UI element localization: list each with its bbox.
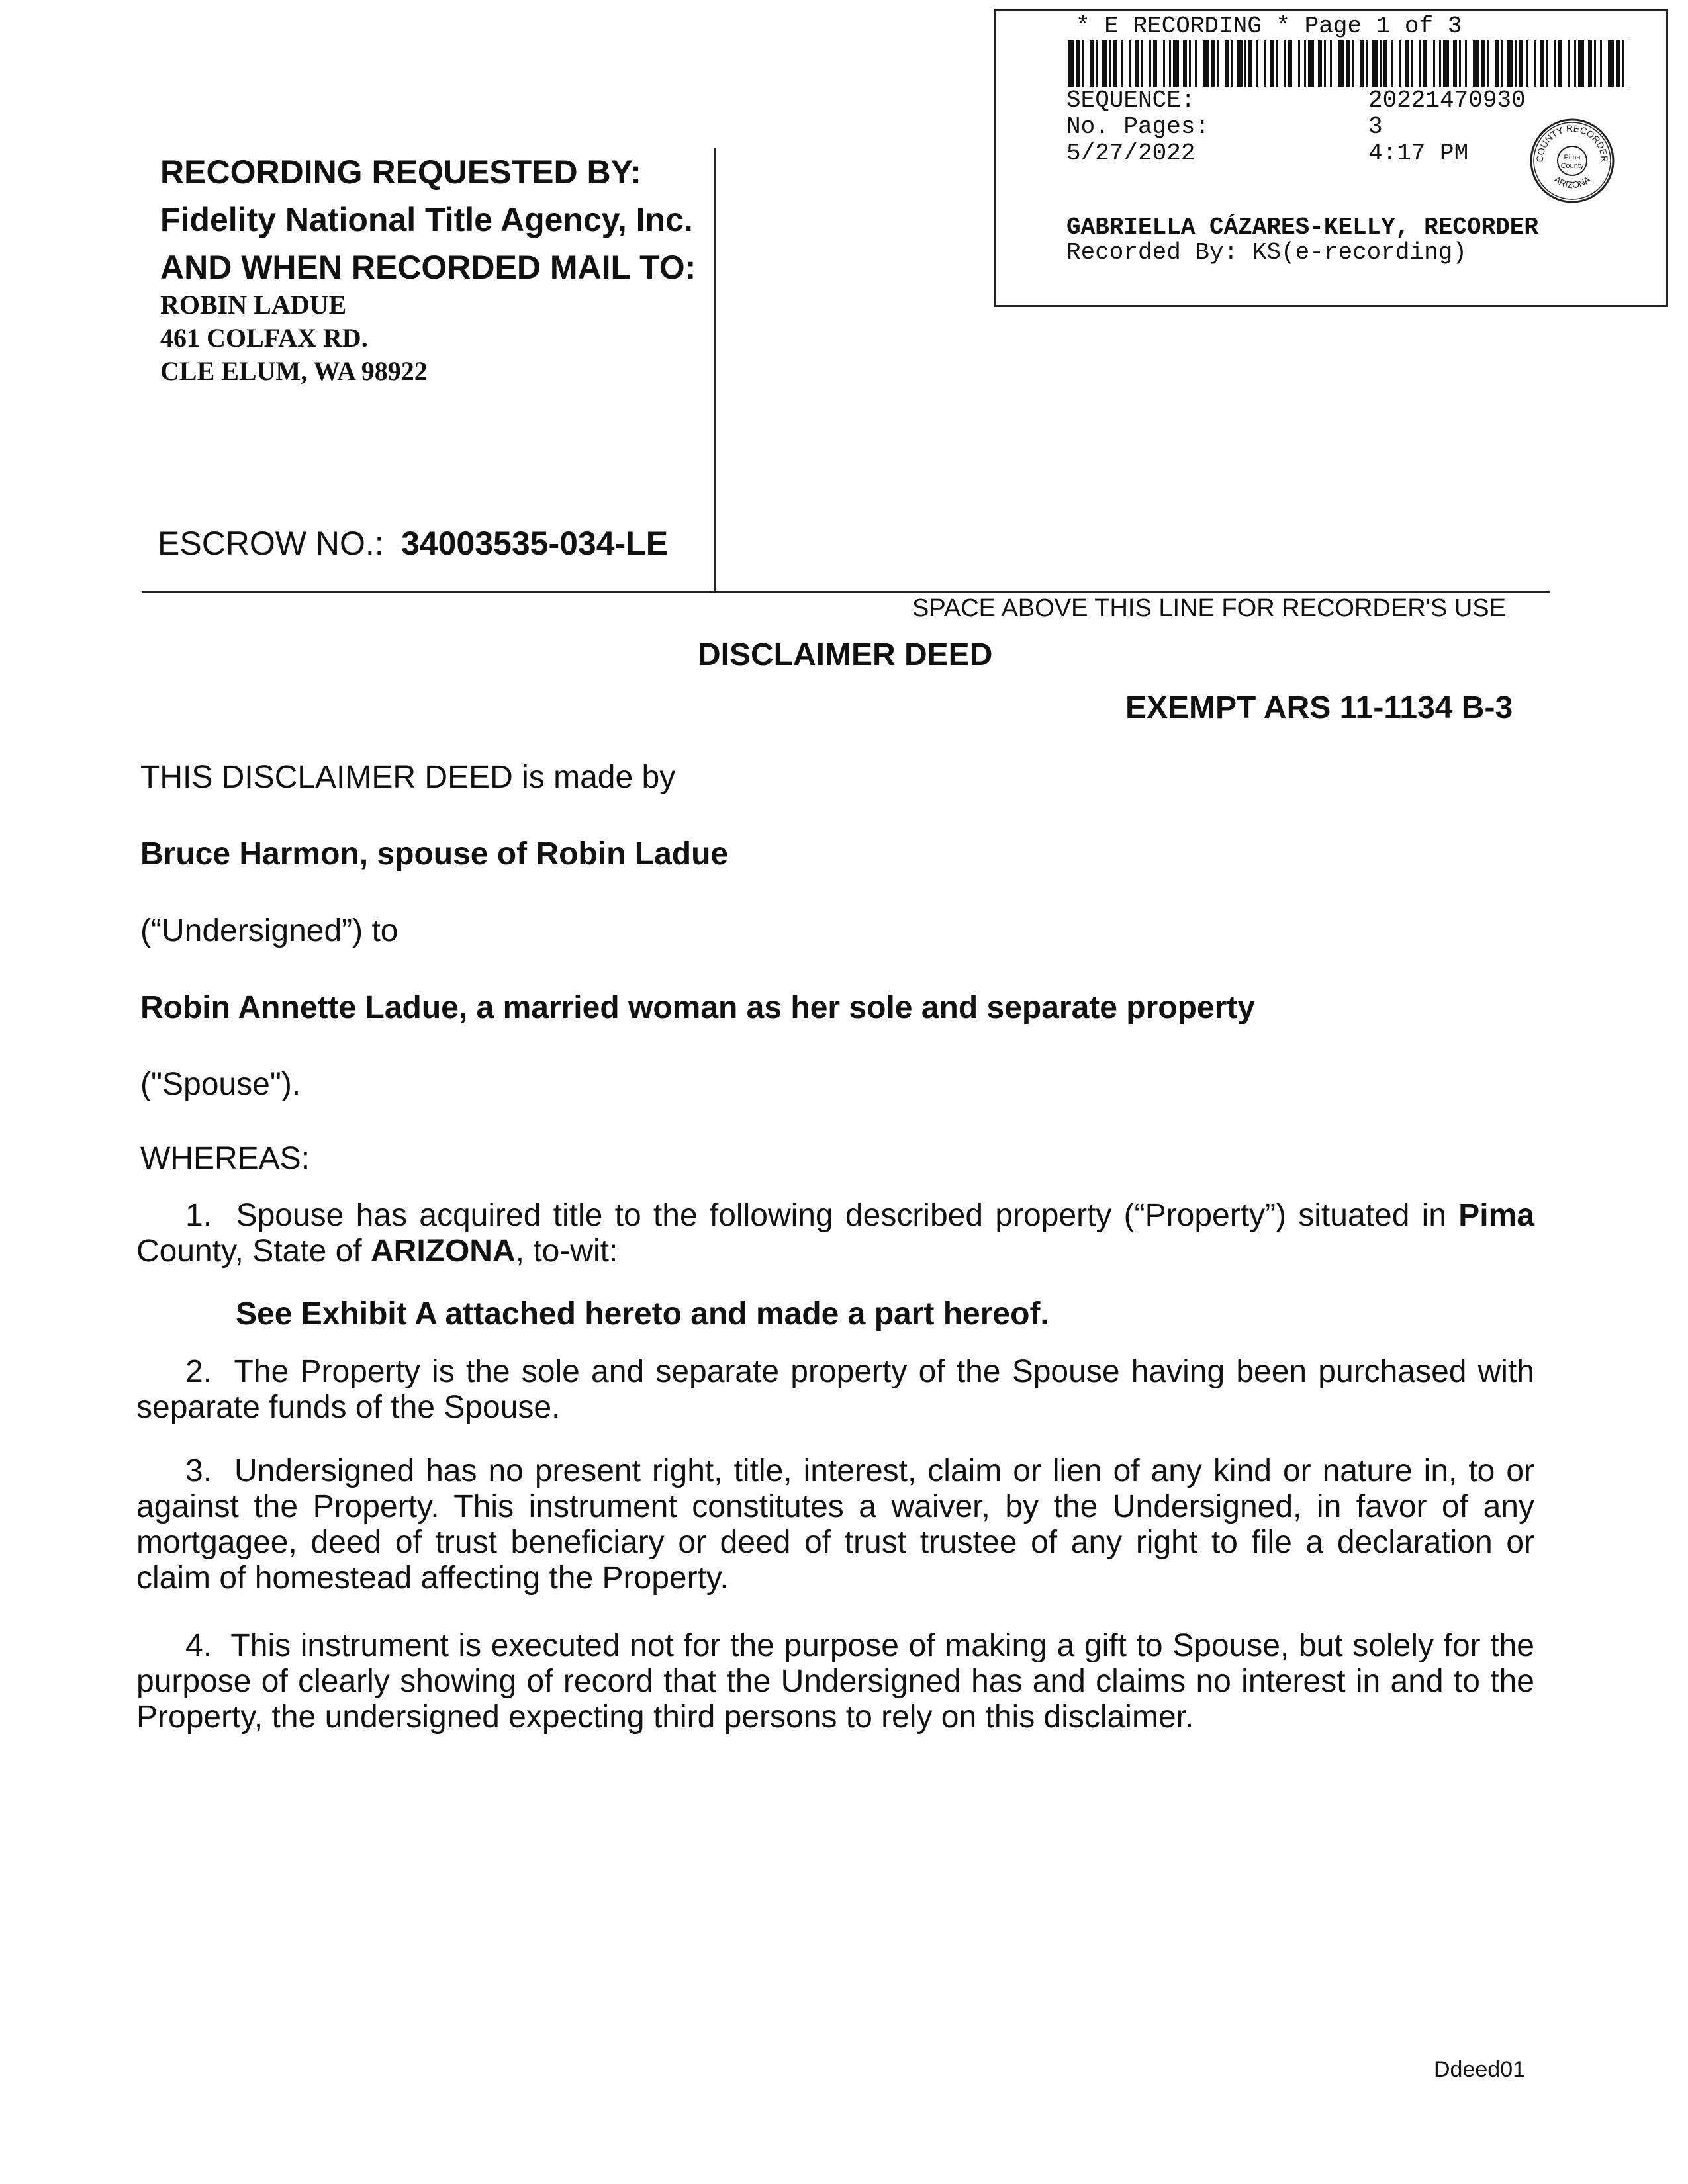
recorder-name: GABRIELLA CÁZARES-KELLY, RECORDER: [1066, 214, 1538, 241]
paragraph-3-text: Undersigned has no present right, title, interest, claim or lien of any kind or nature in, to or against the Property. This instrument constitutes a waiver, by the Undersigned, in favor of any mortgagee, deed of trust beneficiary or deed of trust trustee of any right to file a declaration or claim of homestead affecting the Property.: [136, 1453, 1535, 1596]
exhibit-reference: See Exhibit A attached hereto and made a part hereof.: [236, 1297, 1049, 1332]
spouse-text: ("Spouse").: [140, 1067, 301, 1102]
recording-time: 4:17 PM: [1368, 140, 1469, 167]
paragraph-4-number: 4.: [185, 1628, 212, 1663]
undersigned-text: (“Undersigned”) to: [140, 913, 399, 948]
recording-header: * E RECORDING * Page 1 of 3: [1076, 13, 1462, 40]
mail-to-label: AND WHEN RECORDED MAIL TO:: [160, 249, 696, 286]
mail-address-line-3: CLE ELUM, WA 98922: [160, 356, 428, 386]
paragraph-1-text-c: County, State of: [136, 1234, 371, 1269]
seal-center-line-2: County: [1560, 162, 1584, 170]
county-recorder-seal: [1528, 117, 1616, 205]
seal-arc-top: COUNTY RECORDER: [1534, 122, 1611, 163]
mail-address-line-1: ROBIN LADUE: [160, 290, 347, 320]
recording-date: 5/27/2022: [1066, 140, 1196, 167]
mail-address-line-2: 461 COLFAX RD.: [160, 323, 368, 353]
paragraph-1-county: Pima: [1458, 1198, 1535, 1233]
requester-company: Fidelity National Title Agency, Inc.: [160, 201, 693, 238]
paragraph-1-state: ARIZONA: [370, 1234, 516, 1269]
escrow-label: ESCROW NO.:: [158, 525, 384, 562]
grantor-party: Bruce Harmon, spouse of Robin Ladue: [140, 837, 729, 872]
paragraph-2: [136, 1354, 1534, 1426]
recorder-space-divider: [142, 591, 1550, 593]
pages-label: No. Pages:: [1066, 113, 1210, 140]
form-code: Ddeed01: [1434, 2057, 1526, 2082]
requested-by-label: RECORDING REQUESTED BY:: [160, 154, 641, 191]
paragraph-3: [136, 1453, 1534, 1596]
recorder-space-label: SPACE ABOVE THIS LINE FOR RECORDER'S USE: [912, 594, 1506, 622]
pages-value: 3: [1368, 113, 1383, 140]
whereas-heading: WHEREAS:: [140, 1141, 310, 1176]
intro-text: THIS DISCLAIMER DEED is made by: [140, 760, 676, 795]
escrow-number: 34003535-034-LE: [401, 525, 669, 562]
seal-center-line-1: Pima: [1564, 154, 1581, 161]
paragraph-4-text: This instrument is executed not for the purpose of making a gift to Spouse, but solely for the purpose of clearly showing of record that the Undersigned has and claims no interest in and to the Property, the undersigned expecting third persons to rely on this disclaimer.: [136, 1628, 1534, 1735]
paragraph-2-number: 2.: [185, 1354, 212, 1389]
sequence-value: 20221470930: [1368, 87, 1526, 114]
document-title: DISCLAIMER DEED: [698, 637, 993, 672]
recording-stamp-box: [994, 9, 1668, 307]
grantee-party: Robin Annette Ladue, a married woman as her sole and separate property: [140, 990, 1255, 1025]
recording-request-block: [142, 148, 716, 593]
sequence-label: SEQUENCE:: [1066, 87, 1196, 114]
paragraph-4: [136, 1628, 1534, 1735]
paragraph-1: [136, 1198, 1534, 1269]
paragraph-2-text: The Property is the sole and separate property of the Spouse having been purchased with separate funds of the Spouse.: [136, 1354, 1534, 1425]
recorded-by: Recorded By: KS(e-recording): [1066, 239, 1467, 266]
exemption-code: EXEMPT ARS 11-1134 B-3: [1125, 690, 1513, 725]
seal-arc-bottom: ARIZONA: [1552, 173, 1593, 191]
paragraph-1-text-a: Spouse has acquired title to the following described property (“Property”) situated in: [236, 1198, 1459, 1233]
paragraph-3-number: 3.: [185, 1453, 212, 1488]
paragraph-1-text-e: , to-wit:: [515, 1234, 618, 1269]
paragraph-1-number: 1.: [185, 1198, 212, 1233]
